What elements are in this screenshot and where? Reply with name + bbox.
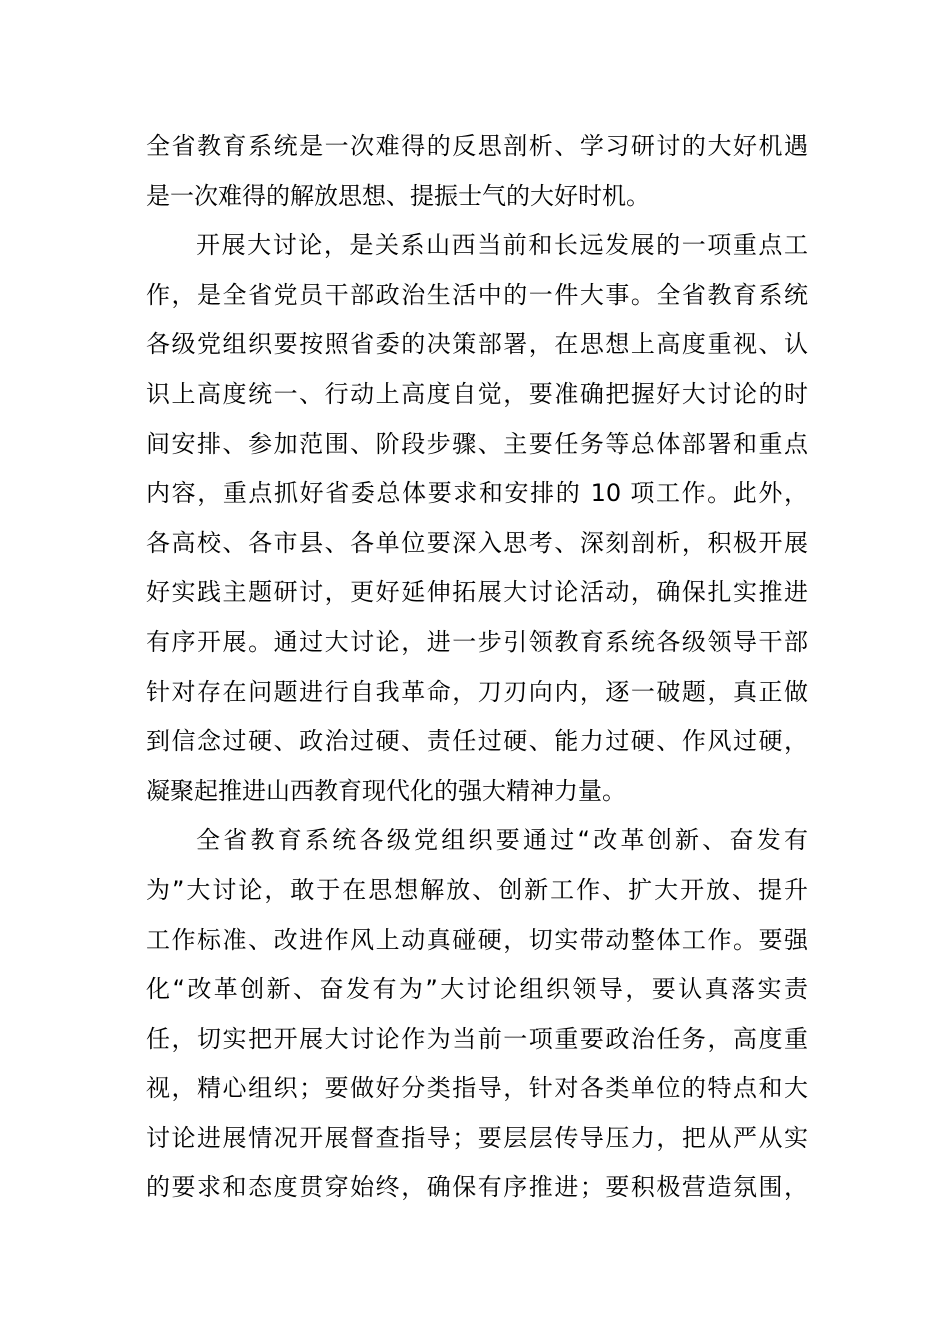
text-line: 作，是全省党员干部政治生活中的一件大事。全省教育系统	[146, 280, 808, 309]
text-line: 有序开展。通过大讨论，进一步引领教育系统各级领导干部	[146, 627, 808, 656]
text-line: 为”大讨论，敢于在思想解放、创新工作、扩大开放、提升	[146, 875, 808, 904]
text-line: 各级党组织要按照省委的决策部署，在思想上高度重视、认	[146, 330, 808, 359]
text-line: 讨论进展情况开展督查指导；要层层传导压力，把从严从实	[146, 1123, 808, 1152]
text-line: 化“改革创新、奋发有为”大讨论组织领导，要认真落实责	[146, 975, 808, 1004]
text-line: 是一次难得的解放思想、提振士气的大好时机。	[146, 181, 650, 210]
text-line: 到信念过硬、政治过硬、责任过硬、能力过硬、作风过硬，	[146, 727, 808, 756]
text-line: 间安排、参加范围、阶段步骤、主要任务等总体部署和重点	[146, 429, 808, 458]
text-line: 的要求和态度贯穿始终，确保有序推进；要积极营造氛围，	[146, 1173, 808, 1202]
text-line: 凝聚起推进山西教育现代化的强大精神力量。	[146, 776, 626, 805]
text-line: 工作标准、改进作风上动真碰硬，切实带动整体工作。要强	[146, 925, 808, 954]
text-line: 各高校、各市县、各单位要深入思考、深刻剖析，积极开展	[146, 528, 808, 557]
text-line: 针对存在问题进行自我革命，刀刃向内，逐一破题，真正做	[146, 677, 808, 706]
text-line: 视，精心组织；要做好分类指导，针对各类单位的特点和大	[146, 1074, 808, 1103]
text-line: 识上高度统一、行动上高度自觉，要准确把握好大讨论的时	[146, 379, 808, 408]
text-line: 全省教育系统是一次难得的反思剖析、学习研讨的大好机遇	[146, 132, 808, 160]
document-body	[146, 122, 808, 1213]
text-line: 开展大讨论，是关系山西当前和长远发展的一项重点工	[196, 231, 808, 260]
text-line: 全省教育系统各级党组织要通过“改革创新、奋发有	[196, 826, 808, 855]
text-line: 内容，重点抓好省委总体要求和安排的 10 项工作。此外，	[146, 479, 808, 508]
text-line: 任，切实把开展大讨论作为当前一项重要政治任务，高度重	[146, 1024, 808, 1053]
text-line: 好实践主题研讨，更好延伸拓展大讨论活动，确保扎实推进	[146, 578, 808, 607]
